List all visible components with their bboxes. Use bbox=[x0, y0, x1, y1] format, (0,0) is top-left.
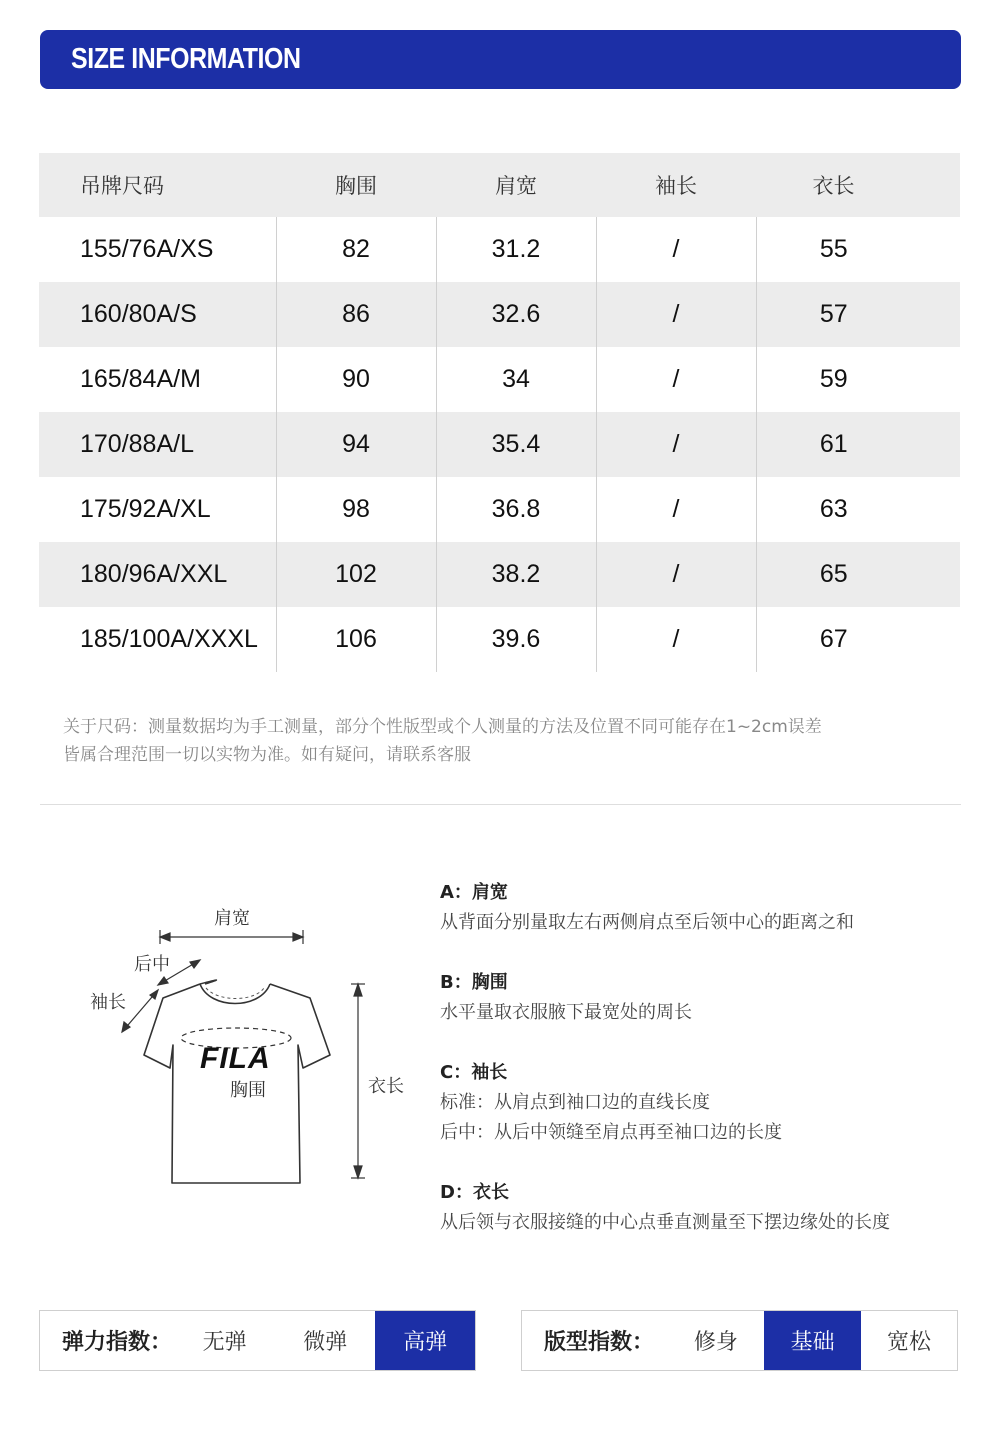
cell-sleeve: / bbox=[596, 412, 756, 477]
table-row bbox=[39, 542, 960, 607]
fit-label: 版型指数： bbox=[544, 1330, 655, 1355]
header-chest: 胸围 bbox=[276, 153, 436, 217]
table-row bbox=[39, 607, 960, 672]
label-chest: 胸围 bbox=[230, 1080, 266, 1101]
desc-sleeve bbox=[440, 1058, 970, 1148]
table-row bbox=[39, 217, 960, 282]
label-back-center: 后中 bbox=[134, 954, 170, 975]
cell-shoulder: 39.6 bbox=[436, 607, 596, 672]
header-size-label: 吊牌尺码 bbox=[39, 153, 276, 217]
table-row bbox=[39, 347, 960, 412]
cell-chest: 82 bbox=[276, 217, 436, 282]
cell-shoulder: 31.2 bbox=[436, 217, 596, 282]
desc-title: C：袖长 bbox=[440, 1062, 508, 1083]
cell-sleeve: / bbox=[596, 217, 756, 282]
section-divider bbox=[40, 804, 961, 805]
cell-size: 170/88A/L bbox=[39, 412, 276, 477]
table-row bbox=[39, 282, 960, 347]
desc-chest bbox=[440, 968, 970, 1028]
cell-shoulder: 34 bbox=[436, 347, 596, 412]
cell-chest: 102 bbox=[276, 542, 436, 607]
cell-length: 59 bbox=[756, 347, 960, 412]
page-title: SIZE INFORMATION bbox=[71, 43, 301, 75]
label-length: 衣长 bbox=[368, 1076, 404, 1097]
table-row bbox=[39, 477, 960, 542]
sleeve-arrow bbox=[122, 990, 158, 1032]
desc-length bbox=[440, 1178, 970, 1238]
cell-size: 185/100A/XXXL bbox=[80, 625, 258, 653]
elasticity-option-slight: 微弹 bbox=[303, 1330, 348, 1355]
cell-shoulder: 36.8 bbox=[436, 477, 596, 542]
collar-inner bbox=[206, 988, 264, 999]
size-table bbox=[39, 153, 960, 672]
cell-length: 55 bbox=[756, 217, 960, 282]
desc-shoulder bbox=[440, 878, 970, 938]
desc-line: 后中：从后中领缝至肩点再至袖口边的长度 bbox=[440, 1122, 782, 1143]
label-sleeve: 袖长 bbox=[90, 992, 126, 1013]
desc-title: A：肩宽 bbox=[440, 882, 508, 903]
elasticity-index bbox=[39, 1310, 476, 1371]
fila-logo: FILA bbox=[200, 1042, 271, 1075]
note-line-1: 关于尺码：测量数据均为手工测量，部分个性版型或个人测量的方法及位置不同可能存在1~2cm误差 bbox=[63, 717, 822, 737]
cell-shoulder: 32.6 bbox=[436, 282, 596, 347]
header-sleeve: 袖长 bbox=[596, 153, 756, 217]
desc-line: 标准：从肩点到袖口边的直线长度 bbox=[440, 1092, 710, 1113]
label-shoulder: 肩宽 bbox=[214, 908, 250, 929]
desc-line: 水平量取衣服腋下最宽处的周长 bbox=[440, 1002, 692, 1023]
cell-size: 160/80A/S bbox=[39, 282, 276, 347]
elasticity-label: 弹力指数： bbox=[62, 1330, 173, 1355]
shoulder-arrow bbox=[160, 930, 303, 944]
measurement-note bbox=[63, 713, 963, 769]
cell-chest: 98 bbox=[276, 477, 436, 542]
cell-size: 155/76A/XS bbox=[80, 235, 214, 263]
desc-title: D：衣长 bbox=[440, 1182, 509, 1203]
cell-length: 65 bbox=[756, 542, 960, 607]
length-arrow bbox=[351, 984, 365, 1178]
cell-size: 180/96A/XXL bbox=[39, 542, 276, 607]
cell-shoulder: 35.4 bbox=[436, 412, 596, 477]
fit-option-loose: 宽松 bbox=[887, 1330, 932, 1355]
cell-length: 57 bbox=[756, 282, 960, 347]
desc-line: 从后领与衣服接缝的中心点垂直测量至下摆边缘处的长度 bbox=[440, 1212, 890, 1233]
cell-chest: 90 bbox=[276, 347, 436, 412]
table-header-row bbox=[39, 153, 960, 217]
tshirt-diagram bbox=[60, 880, 430, 1200]
cell-length: 61 bbox=[756, 412, 960, 477]
note-line-2: 皆属合理范围一切以实物为准。如有疑问，请联系客服 bbox=[63, 745, 471, 765]
fit-option-regular: 基础 bbox=[764, 1311, 861, 1370]
cell-sleeve: / bbox=[596, 607, 756, 672]
cell-size: 165/84A/M bbox=[80, 365, 201, 393]
fit-option-slim: 修身 bbox=[693, 1330, 738, 1355]
elasticity-option-high: 高弹 bbox=[375, 1311, 475, 1370]
cell-chest: 106 bbox=[276, 607, 436, 672]
cell-chest: 86 bbox=[276, 282, 436, 347]
desc-title: B：胸围 bbox=[440, 972, 508, 993]
cell-sleeve: / bbox=[596, 282, 756, 347]
cell-sleeve: / bbox=[596, 542, 756, 607]
cell-length: 63 bbox=[756, 477, 960, 542]
cell-sleeve: / bbox=[596, 347, 756, 412]
elasticity-option-none: 无弹 bbox=[202, 1330, 247, 1355]
cell-chest: 94 bbox=[276, 412, 436, 477]
cell-size: 175/92A/XL bbox=[80, 495, 211, 523]
fit-index bbox=[521, 1310, 958, 1371]
cell-shoulder: 38.2 bbox=[436, 542, 596, 607]
header-length: 衣长 bbox=[756, 153, 960, 217]
table-row bbox=[39, 412, 960, 477]
desc-line: 从背面分别量取左右两侧肩点至后领中心的距离之和 bbox=[440, 912, 854, 933]
cell-length: 67 bbox=[756, 607, 960, 672]
cell-sleeve: / bbox=[596, 477, 756, 542]
header-bar bbox=[40, 30, 961, 89]
measurement-descriptions bbox=[440, 878, 970, 1268]
header-shoulder: 肩宽 bbox=[436, 153, 596, 217]
